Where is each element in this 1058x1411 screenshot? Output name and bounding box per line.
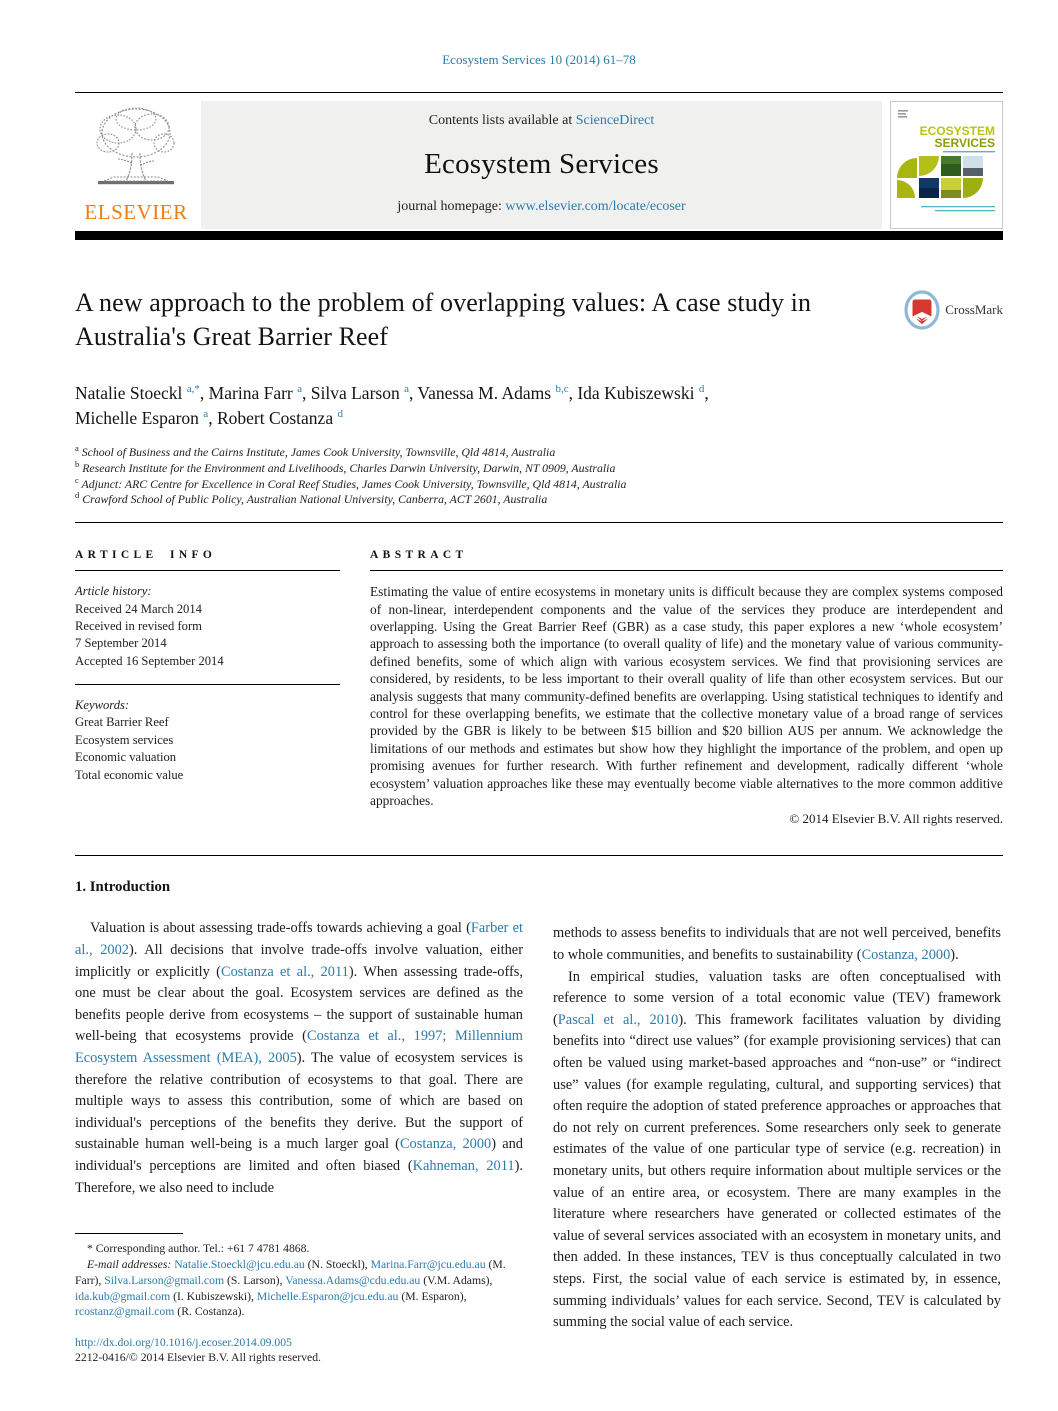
- issn-copyright-line: 2212-0416/© 2014 Elsevier B.V. All rights reserved.: [75, 1351, 321, 1365]
- elsevier-wordmark: ELSEVIER: [84, 200, 188, 224]
- article-info-rule: [75, 570, 340, 571]
- header-divider-bar: [75, 231, 1003, 240]
- contents-line: [211, 113, 872, 129]
- intro-paragraph-1: Valuation is about assessing trade-offs towards achieving a goal (Farber et al., 2002). All decisions that involve trade-offs involve valuation, either implicitly or explicitly (Costanza et al., 2011). When assessing trade-offs, one must be clear about the goal. Ecosystem services are defined as the benefits people derive from ecosystems – the support of sustainable human well-being that ecosystems provide (Costanza et al., 1997; Millennium Ecosystem Assessment (MEA), 2005). The value of ecosystem services is therefore the relative contribution of ecosystems to that goal. There are multiple ways to assess this contribution, some of which are based on individual's perceptions of the benefits they derive. But the support of sustainable human well-being is a much larger goal (Costanza, 2000) and individual's perceptions are limited and often biased (Kahneman, 2011). Therefore, we also need to include: [75, 920, 524, 1196]
- footnote-rule: [75, 1233, 183, 1234]
- inline-link[interactable]: Costanza et al., 1997; Millennium Ecosystem Assessment (MEA), 2005: [75, 1028, 523, 1066]
- abstract-text: Estimating the value of entire ecosystems in monetary units is difficult because they are complex systems composed of non-linear, interdependent components and the value of the services they produce are interdependent and overlapping. Using the Great Barrier Reef (GBR) as a case study, this paper explores a new ‘whole ecosystem’ approach to assessing both the importance (to overall quality of life) and the monetary value of various community-defined benefits, some of which align with various ecosystem services. We find that provisioning services are considered, by residents, to be less important to their overall quality of life than other ecosystem services. But our analysis suggests that many community-defined benefits are overlapping. Using statistical techniques to identify and control for these overlapping benefits, we estimate that the collective monetary value of a broad range of services provided by the GBR is likely to be between $15 billion and $20 billion AUS per annum. We acknowledge the limitations of our methods and estimates but show how they highlight the importance of the problem, and open up promising avenues for further research. With further refinement and development, radically different ‘whole ecosystem’ valuation approaches like these may eventually become viable alternatives to the more common additive approaches.: [370, 584, 1003, 808]
- inline-link[interactable]: d: [698, 382, 705, 395]
- article-info-heading: ARTICLE INFO: [75, 549, 217, 562]
- abstract-column: [370, 549, 1003, 827]
- homepage-prefix: journal homepage:: [397, 199, 506, 214]
- affiliation-d: $^d$ Crawford School of Public Policy, Australian National University, Canberra, ACT 2601, Australia: [75, 490, 548, 507]
- sciencedirect-link[interactable]: ScienceDirect: [575, 113, 655, 128]
- keywords-divider-rule: [75, 684, 340, 685]
- contents-prefix: Contents lists available at: [428, 113, 576, 128]
- inline-link[interactable]: Natalie.Stoeckl@jcu.edu.au: [174, 1257, 305, 1271]
- history-line: Accepted 16 September 2014: [75, 653, 224, 668]
- keyword: Great Barrier Reef: [75, 715, 169, 730]
- title-row: [75, 286, 1003, 355]
- homepage-line: [211, 199, 872, 215]
- article-info-column: [75, 549, 340, 827]
- inline-link[interactable]: Vanessa.Adams@cdu.edu.au: [285, 1273, 421, 1287]
- svg-text:ECOSYSTEM: ECOSYSTEM: [919, 124, 995, 138]
- inline-link[interactable]: Farber et al., 2002: [75, 920, 523, 958]
- inline-link[interactable]: Costanza, 2000: [399, 1136, 492, 1153]
- body-column-left: [75, 879, 523, 1364]
- keywords-label: Keywords:: [75, 698, 130, 712]
- intro-paragraph-2: methods to assess benefits to individuals that are not well perceived, benefits to whole communities, and benefits to sustainability (Costanza, 2000).: [553, 925, 1001, 963]
- keyword: Economic valuation: [75, 750, 177, 765]
- intro-paragraph-3: In empirical studies, valuation tasks are often conceptualised with reference to some version of a total economic value (TEV) framework (Pascal et al., 2010). This framework facilitates valuation by dividing benefits into “direct use values” (for example provisioning services) that can often be valued using market-based approaches and “non-use” or “indirect use” values (for example regulating, cultural, and supporting services) that often require the adoption of stated preference approaches or approaches that do not rely on current preferences. Some researchers only seek to generate estimates of the value of one particular type of service (e.g. recreation) in monetary units, but others require information about multiple services or the value of an entire area, or ecosystem. There are many examples in the literature where researchers have generated or collected estimates of the value of several services associated with an ecosystem in monetary units, and then added. In these instances, TEV is thus conceptually calculated in two steps. First, the social value of each service is estimated by, in essence, summing individuals’ values for each service. Second, TEV is calculated by summing the social value of each service.: [553, 968, 1001, 1331]
- rule-above-meta: [75, 522, 1003, 523]
- meta-section: [75, 549, 1003, 827]
- elsevier-logo[interactable]: [75, 101, 197, 229]
- affiliations: [75, 445, 1003, 508]
- inline-link[interactable]: ida.kub@gmail.com: [75, 1289, 171, 1303]
- top-rule: [75, 92, 1003, 93]
- affiliation-a: $^a$ School of Business and the Cairns Institute, James Cook University, Townsville, Qld 4814, Australia: [75, 443, 556, 460]
- column-spacer: [553, 879, 1001, 923]
- inline-link[interactable]: a: [404, 382, 409, 395]
- inline-link[interactable]: a: [203, 408, 209, 421]
- keyword: Total economic value: [75, 767, 184, 782]
- rule-above-body: [75, 855, 1003, 856]
- section-heading-introduction: 1. Introduction: [75, 879, 171, 896]
- inline-link[interactable]: d: [337, 408, 343, 421]
- body-column-right: [553, 879, 1001, 1364]
- crossmark-icon: [903, 290, 941, 330]
- inline-link[interactable]: Costanza, 2000: [861, 947, 951, 963]
- inline-link[interactable]: a,*: [186, 382, 200, 395]
- elsevier-tree-icon: [84, 103, 188, 199]
- affiliation-c: $^c$ Adjunct: ARC Centre for Excellence in Coral Reef Studies, James Cook University, Townsville, Qld 4814, Australia: [75, 474, 627, 491]
- keyword: Ecosystem services: [75, 732, 174, 747]
- affiliation-b: $^b$ Research Institute for the Environment and Livelihoods, Charles Darwin University, Darwin, NT 0909, Australia: [75, 459, 616, 476]
- journal-header: [75, 101, 1003, 229]
- journal-cover-art: [891, 102, 1002, 228]
- journal-cover-thumbnail[interactable]: [890, 101, 1003, 229]
- inline-link[interactable]: b,c: [555, 382, 569, 395]
- journal-reference: Ecosystem Services 10 (2014) 61–78: [442, 52, 636, 67]
- doi-link[interactable]: http://dx.doi.org/10.1016/j.ecoser.2014.09.005: [75, 1336, 292, 1350]
- history-line: Received in revised form: [75, 618, 202, 633]
- inline-link[interactable]: Pascal et al., 2010: [557, 1011, 679, 1028]
- inline-link[interactable]: Costanza et al., 2011: [220, 963, 349, 980]
- footnote-block: [75, 1233, 523, 1364]
- inline-link[interactable]: rcostanz@gmail.com: [75, 1305, 175, 1319]
- crossmark-badge[interactable]: [903, 286, 1003, 355]
- article-title: A new approach to the problem of overlapping values: A case study in Australia's Great Barrier Reef: [75, 288, 812, 352]
- abstract-copyright: © 2014 Elsevier B.V. All rights reserved.: [789, 811, 1003, 827]
- corresponding-author-note: * Corresponding author. Tel.: +61 7 4781 4868.: [87, 1242, 310, 1256]
- abstract-rule: [370, 570, 1003, 571]
- journal-header-box: [201, 101, 882, 229]
- history-line: Received 24 March 2014: [75, 601, 202, 616]
- email-addresses: E-mail addresses: Natalie.Stoeckl@jcu.edu.au (N. Stoeckl), Marina.Farr@jcu.edu.au (M. Farr), Silva.Larson@gmail.com (S. Larson), Vanessa.Adams@cdu.edu.au (V.M. Adams), ida.kub@gmail.com (I. Kubiszewski), Michelle.Esparon@jcu.edu.au (M. Esparon), rcostanz@gmail.com (R. Costanza).: [75, 1257, 506, 1319]
- inline-link[interactable]: a: [297, 382, 303, 395]
- inline-link[interactable]: Marina.Farr@jcu.edu.au: [370, 1257, 486, 1271]
- inline-link[interactable]: Michelle.Esparon@jcu.edu.au: [256, 1289, 399, 1303]
- inline-link[interactable]: Silva.Larson@gmail.com: [104, 1273, 225, 1287]
- author-list: Natalie Stoeckl $^{a,*}$, Marina Farr $^a$, Silva Larson $^a$, Vanessa M. Adams $^{b,c}$, Ida Kubiszewski $^d$, Michelle Esparon $^a$, Robert Costanza $^d$: [75, 382, 709, 428]
- body-text: [75, 879, 1003, 1364]
- article-history-label: Article history:: [75, 584, 152, 599]
- svg-text:SERVICES: SERVICES: [934, 136, 995, 150]
- crossmark-label: CrossMark: [945, 302, 1003, 317]
- journal-title: Ecosystem Services: [424, 147, 659, 180]
- history-line: 7 September 2014: [75, 636, 167, 651]
- inline-link[interactable]: Kahneman, 2011: [412, 1157, 515, 1174]
- journal-homepage-link[interactable]: www.elsevier.com/locate/ecoser: [505, 199, 686, 214]
- abstract-heading: ABSTRACT: [370, 549, 468, 562]
